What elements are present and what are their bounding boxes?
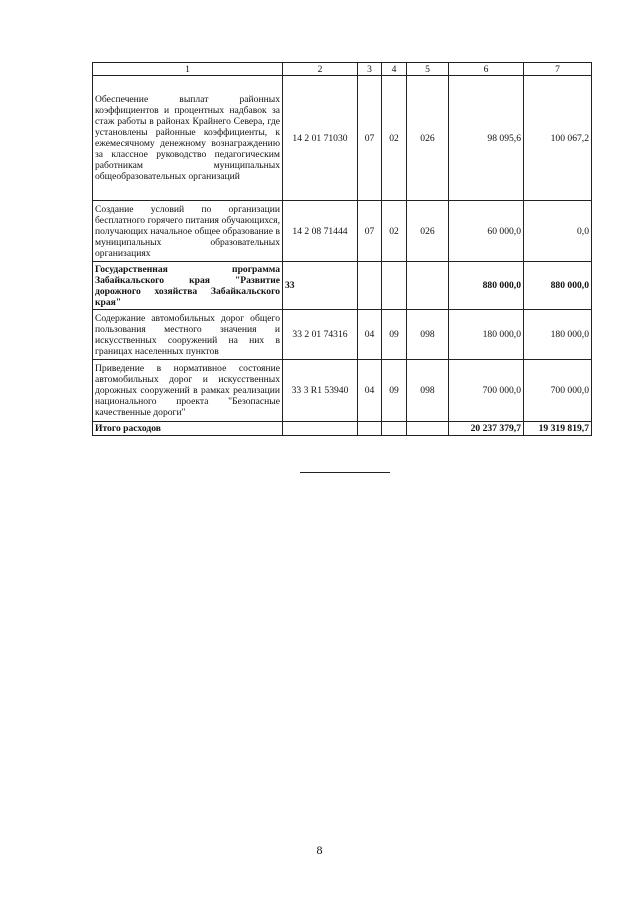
budget-table (92, 62, 592, 436)
column-header: 1 (93, 63, 283, 76)
empty-cell (382, 422, 407, 436)
total-col7: 19 319 819,7 (524, 422, 592, 436)
expense-type-code: 026 (407, 201, 449, 262)
expense-type-code: 098 (407, 310, 449, 360)
expense-type-code (407, 262, 449, 310)
empty-cell (407, 422, 449, 436)
separator-line (300, 472, 390, 473)
section-code (358, 262, 382, 310)
table-row (93, 360, 592, 422)
amount-col7: 0,0 (524, 201, 592, 262)
expense-type-code: 026 (407, 76, 449, 201)
target-code: 14 2 08 71444 (283, 201, 358, 262)
total-label: Итого расходов (93, 422, 283, 436)
column-header: 6 (449, 63, 524, 76)
target-code: 14 2 01 71030 (283, 76, 358, 201)
amount-col6: 60 000,0 (449, 201, 524, 262)
amount-col7: 880 000,0 (524, 262, 592, 310)
table-header-row (93, 63, 592, 76)
column-header: 4 (382, 63, 407, 76)
target-code: 33 (283, 262, 358, 310)
table-total-row (93, 422, 592, 436)
column-header: 2 (283, 63, 358, 76)
column-header: 3 (358, 63, 382, 76)
amount-col7: 700 000,0 (524, 360, 592, 422)
subsection-code: 02 (382, 76, 407, 201)
section-code: 04 (358, 310, 382, 360)
row-name: Приведение в нормативное состояние автомобильных дорог и искусственных дорожных сооружений в рамках реализации национального проекта "Безопасные качественные дороги" (93, 360, 283, 422)
column-header: 7 (524, 63, 592, 76)
section-code: 07 (358, 201, 382, 262)
target-code: 33 2 01 74316 (283, 310, 358, 360)
expense-type-code: 098 (407, 360, 449, 422)
total-col6: 20 237 379,7 (449, 422, 524, 436)
row-name: Государственная программа Забайкальского края "Развитие дорожного хозяйства Забайкальского края" (93, 262, 283, 310)
amount-col6: 880 000,0 (449, 262, 524, 310)
table-row (93, 310, 592, 360)
section-code: 07 (358, 76, 382, 201)
subsection-code: 02 (382, 201, 407, 262)
row-name: Содержание автомобильных дорог общего пользования местного значения и искусственных сооружений на них в границах населенных пунктов (93, 310, 283, 360)
amount-col7: 180 000,0 (524, 310, 592, 360)
page-number: 8 (316, 843, 323, 857)
empty-cell (283, 422, 358, 436)
section-code: 04 (358, 360, 382, 422)
table-row (93, 76, 592, 201)
subsection-code: 09 (382, 310, 407, 360)
row-name: Создание условий по организации бесплатного горячего питания обучающихся, получающих начальное общее образование в муниципальных образовательных организациях (93, 201, 283, 262)
table-row (93, 201, 592, 262)
subsection-code: 09 (382, 360, 407, 422)
amount-col6: 700 000,0 (449, 360, 524, 422)
empty-cell (358, 422, 382, 436)
amount-col7: 100 067,2 (524, 76, 592, 201)
amount-col6: 98 095,6 (449, 76, 524, 201)
table-row-program (93, 262, 592, 310)
target-code: 33 3 R1 53940 (283, 360, 358, 422)
amount-col6: 180 000,0 (449, 310, 524, 360)
row-name: Обеспечение выплат районных коэффициентов и процентных надбавок за стаж работы в районах Крайнего Севера, где установлены районные коэффициенты, к ежемесячному денежному вознаграждению за классное руководство педагогическим работникам муниципальных общеобразовательных организаций (93, 76, 283, 201)
subsection-code (382, 262, 407, 310)
column-header: 5 (407, 63, 449, 76)
